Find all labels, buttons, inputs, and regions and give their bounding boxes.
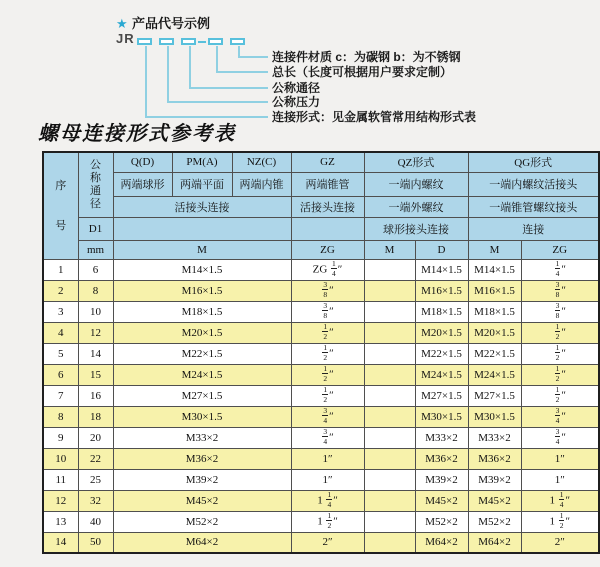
cell-seq: 2 (43, 280, 78, 301)
cell-qz-m (364, 322, 415, 343)
code-box-2 (159, 38, 174, 45)
header-qg-title: QG形式 (468, 152, 599, 172)
fraction: $\frac{3}{4}$ (555, 427, 560, 446)
table-row (43, 406, 599, 427)
header-qz-d-unit: D (415, 240, 468, 259)
diagram-label-pressure: 公称压力 (272, 95, 321, 109)
cell-seq: 10 (43, 448, 78, 469)
cell-qg-m: M20×1.5 (468, 322, 521, 343)
cell-qg-zg: $\frac{1}{2}$ ″ (521, 385, 599, 406)
header-q-code: Q(D) (113, 152, 172, 172)
header-mm: mm (78, 240, 113, 259)
cell-seq: 5 (43, 343, 78, 364)
cell-seq: 7 (43, 385, 78, 406)
cell-m: M45×2 (113, 490, 291, 511)
cell-dn: 15 (78, 364, 113, 385)
cell-qg-m: M36×2 (468, 448, 521, 469)
cell-qg-m: M27×1.5 (468, 385, 521, 406)
cell-qz-m (364, 490, 415, 511)
table-row (43, 385, 599, 406)
cell-qz-m (364, 259, 415, 280)
cell-qz-m (364, 385, 415, 406)
cell-qz-d: M27×1.5 (415, 385, 468, 406)
cell-seq: 9 (43, 427, 78, 448)
header-pm-code: PM(A) (172, 152, 232, 172)
cell-qg-zg: $\frac{3}{4}$ ″ (521, 406, 599, 427)
header-qg-row2: 一端内螺纹活接头 (468, 172, 599, 196)
header-qz-row2: 一端内螺纹 (364, 172, 468, 196)
cell-qz-m (364, 532, 415, 553)
cell-qg-zg: 1 $\frac{1}{2}$ ″ (521, 511, 599, 532)
cell-qg-zg: $\frac{3}{8}$ ″ (521, 280, 599, 301)
cell-qg-zg: 1 $\frac{1}{4}$ ″ (521, 490, 599, 511)
cell-qg-zg: $\frac{1}{2}$ ″ (521, 343, 599, 364)
connector-line (216, 71, 268, 73)
star-icon: ★ (116, 16, 128, 31)
code-box-1 (137, 38, 152, 45)
cell-qz-d: M52×2 (415, 511, 468, 532)
table-row (43, 427, 599, 448)
table-row (43, 322, 599, 343)
cell-dn: 12 (78, 322, 113, 343)
cell-qz-m (364, 280, 415, 301)
cell-qg-m: M45×2 (468, 490, 521, 511)
cell-gz: $\frac{1}{2}$ ″ (291, 322, 364, 343)
cell-dn: 40 (78, 511, 113, 532)
fraction: $\frac{3}{4}$ (323, 406, 328, 425)
cell-dn: 16 (78, 385, 113, 406)
table-row (43, 448, 599, 469)
cell-qz-m (364, 427, 415, 448)
cell-m: M24×1.5 (113, 364, 291, 385)
cell-qg-m: M52×2 (468, 511, 521, 532)
cell-seq: 6 (43, 364, 78, 385)
cell-seq: 4 (43, 322, 78, 343)
cell-qz-m (364, 364, 415, 385)
cell-gz: 1 $\frac{1}{2}$ ″ (291, 511, 364, 532)
cell-m: M22×1.5 (113, 343, 291, 364)
cell-gz: 1″ (291, 469, 364, 490)
connector-line (238, 56, 268, 58)
connector-line (167, 101, 268, 103)
cell-qg-m: M39×2 (468, 469, 521, 490)
cell-qg-m: M18×1.5 (468, 301, 521, 322)
cell-dn: 8 (78, 280, 113, 301)
cell-qg-zg: 1″ (521, 448, 599, 469)
cell-qg-m: M64×2 (468, 532, 521, 553)
cell-m: M33×2 (113, 427, 291, 448)
cell-gz: $\frac{1}{2}$ ″ (291, 385, 364, 406)
fraction: $\frac{1}{2}$ (323, 343, 328, 362)
cell-seq: 11 (43, 469, 78, 490)
fraction: $\frac{1}{2}$ (559, 511, 564, 530)
cell-qg-m: M33×2 (468, 427, 521, 448)
example-label: 产品代号示例 (132, 16, 211, 31)
cell-dn: 25 (78, 469, 113, 490)
code-box-3 (181, 38, 196, 45)
fraction: $\frac{1}{2}$ (555, 322, 560, 341)
header-qz-row4: 球形接头连接 (364, 217, 468, 240)
cell-qz-m (364, 448, 415, 469)
cell-gz: $\frac{3}{8}$ ″ (291, 280, 364, 301)
code-dash (198, 41, 206, 43)
cell-qg-m: M24×1.5 (468, 364, 521, 385)
header-qz-title: QZ形式 (364, 152, 468, 172)
header-qg-row3: 一端锥管螺纹接头 (468, 196, 599, 217)
header-qz-row3: 一端外螺纹 (364, 196, 468, 217)
fraction: $\frac{3}{8}$ (323, 301, 328, 320)
cell-m: M18×1.5 (113, 301, 291, 322)
cell-qg-zg: $\frac{3}{4}$ ″ (521, 427, 599, 448)
cell-gz: $\frac{1}{2}$ ″ (291, 343, 364, 364)
header-gz-row3: 活接头连接 (291, 196, 364, 217)
cell-gz: 2″ (291, 532, 364, 553)
fraction: $\frac{1}{2}$ (555, 385, 560, 404)
cell-seq: 8 (43, 406, 78, 427)
cell-gz: ZG $\frac{1}{4}$ ″ (291, 259, 364, 280)
cell-dn: 10 (78, 301, 113, 322)
header-empty-cell (291, 217, 364, 240)
cell-qz-m (364, 343, 415, 364)
fraction: $\frac{1}{4}$ (327, 490, 332, 509)
code-prefix: JR (116, 31, 135, 46)
cell-gz: $\frac{3}{8}$ ″ (291, 301, 364, 322)
cell-qz-d: M36×2 (415, 448, 468, 469)
cell-qz-d: M20×1.5 (415, 322, 468, 343)
header-dn: 公 称 通 径 (78, 152, 113, 217)
cell-gz: 1 $\frac{1}{4}$ ″ (291, 490, 364, 511)
table-row (43, 490, 599, 511)
code-box-5 (230, 38, 245, 45)
header-qg-zg-unit: ZG (521, 240, 599, 259)
cell-qz-d: M16×1.5 (415, 280, 468, 301)
cell-seq: 13 (43, 511, 78, 532)
cell-qz-m (364, 301, 415, 322)
cell-m: M36×2 (113, 448, 291, 469)
header-seq: 序 号 (43, 152, 78, 259)
header-qz-m-unit: M (364, 240, 415, 259)
cell-m: M14×1.5 (113, 259, 291, 280)
connector-line (145, 46, 147, 118)
connector-line (189, 46, 191, 89)
cell-qz-d: M64×2 (415, 532, 468, 553)
cell-qz-d: M45×2 (415, 490, 468, 511)
cell-qg-zg: $\frac{1}{2}$ ″ (521, 322, 599, 343)
cell-qg-zg: $\frac{1}{2}$ ″ (521, 364, 599, 385)
cell-qz-m (364, 406, 415, 427)
connector-line (167, 46, 169, 103)
table-body (43, 259, 599, 553)
cell-qz-m (364, 469, 415, 490)
cell-m: M39×2 (113, 469, 291, 490)
cell-seq: 12 (43, 490, 78, 511)
fraction: $\frac{1}{4}$ (559, 490, 564, 509)
cell-qz-d: M33×2 (415, 427, 468, 448)
table-row (43, 280, 599, 301)
cell-qg-m: M16×1.5 (468, 280, 521, 301)
cell-dn: 18 (78, 406, 113, 427)
fraction: $\frac{3}{8}$ (555, 280, 560, 299)
diagram-label-connection: 连接形式：见金属软管常用结构形式表 (272, 110, 477, 124)
cell-dn: 32 (78, 490, 113, 511)
diagram-label-material: 连接件材质 c：为碳钢 b：为不锈钢 (272, 50, 461, 64)
cell-m: M52×2 (113, 511, 291, 532)
fraction: $\frac{1}{4}$ (332, 259, 336, 278)
fraction: $\frac{3}{8}$ (323, 280, 328, 299)
header-nz-type: 两端内锥 (232, 172, 291, 196)
code-box-4 (208, 38, 223, 45)
fraction: $\frac{1}{2}$ (555, 364, 560, 383)
cell-gz: $\frac{3}{4}$ ″ (291, 406, 364, 427)
cell-qg-m: M30×1.5 (468, 406, 521, 427)
cell-qz-d: M30×1.5 (415, 406, 468, 427)
fraction: $\frac{3}{4}$ (323, 427, 328, 446)
cell-gz: 1″ (291, 448, 364, 469)
fraction: $\frac{3}{4}$ (555, 406, 560, 425)
cell-qz-d: M24×1.5 (415, 364, 468, 385)
cell-qz-d: M39×2 (415, 469, 468, 490)
header-q-type: 两端球形 (113, 172, 172, 196)
fraction: $\frac{1}{2}$ (555, 343, 560, 362)
cell-qg-zg: 1″ (521, 469, 599, 490)
header-gz-type: 两端锥管 (291, 172, 364, 196)
table-row (43, 259, 599, 280)
cell-seq: 3 (43, 301, 78, 322)
fraction: $\frac{1}{2}$ (323, 385, 328, 404)
header-empty-cell (113, 217, 291, 240)
cell-qg-m: M22×1.5 (468, 343, 521, 364)
table-row (43, 364, 599, 385)
table-row (43, 532, 599, 553)
connector-line (189, 87, 268, 89)
diagram-label-length: 总长（长度可根据用户要求定制） (272, 65, 453, 79)
table-row (43, 469, 599, 490)
cell-dn: 50 (78, 532, 113, 553)
fraction: $\frac{3}{8}$ (555, 301, 560, 320)
fraction: $\frac{1}{2}$ (323, 364, 328, 383)
connector-line (216, 46, 218, 73)
fraction: $\frac{1}{2}$ (323, 322, 328, 341)
header-zg-unit: ZG (291, 240, 364, 259)
cell-qg-zg: $\frac{3}{8}$ ″ (521, 301, 599, 322)
header-qg-m-unit: M (468, 240, 521, 259)
cell-m: M30×1.5 (113, 406, 291, 427)
fraction: $\frac{1}{2}$ (327, 511, 332, 530)
cell-qz-d: M22×1.5 (415, 343, 468, 364)
table-row (43, 301, 599, 322)
header-pm-type: 两端平面 (172, 172, 232, 196)
cell-seq: 1 (43, 259, 78, 280)
cell-dn: 6 (78, 259, 113, 280)
cell-dn: 22 (78, 448, 113, 469)
cell-qg-zg: $\frac{1}{4}$ ″ (521, 259, 599, 280)
cell-gz: $\frac{1}{2}$ ″ (291, 364, 364, 385)
diagram-label-diameter: 公称通径 (272, 81, 321, 95)
cell-qz-d: M18×1.5 (415, 301, 468, 322)
cell-gz: $\frac{3}{4}$ ″ (291, 427, 364, 448)
header-nz-code: NZ(C) (232, 152, 291, 172)
header-gz-code: GZ (291, 152, 364, 172)
cell-m: M16×1.5 (113, 280, 291, 301)
cell-qg-zg: 2″ (521, 532, 599, 553)
cell-m: M20×1.5 (113, 322, 291, 343)
cell-qz-m (364, 511, 415, 532)
header-d1: D1 (78, 217, 113, 240)
table-row (43, 343, 599, 364)
header-m-unit: M (113, 240, 291, 259)
table-row (43, 511, 599, 532)
cell-m: M27×1.5 (113, 385, 291, 406)
cell-qz-d: M14×1.5 (415, 259, 468, 280)
fraction: $\frac{1}{4}$ (555, 259, 560, 278)
header-qg-row4: 连接 (468, 217, 599, 240)
cell-qg-m: M14×1.5 (468, 259, 521, 280)
cell-seq: 14 (43, 532, 78, 553)
cell-dn: 20 (78, 427, 113, 448)
cell-dn: 14 (78, 343, 113, 364)
page-title: 螺母连接形式参考表 (38, 123, 236, 145)
header-union-joint: 活接头连接 (113, 196, 291, 217)
cell-m: M64×2 (113, 532, 291, 553)
reference-table (42, 151, 600, 554)
